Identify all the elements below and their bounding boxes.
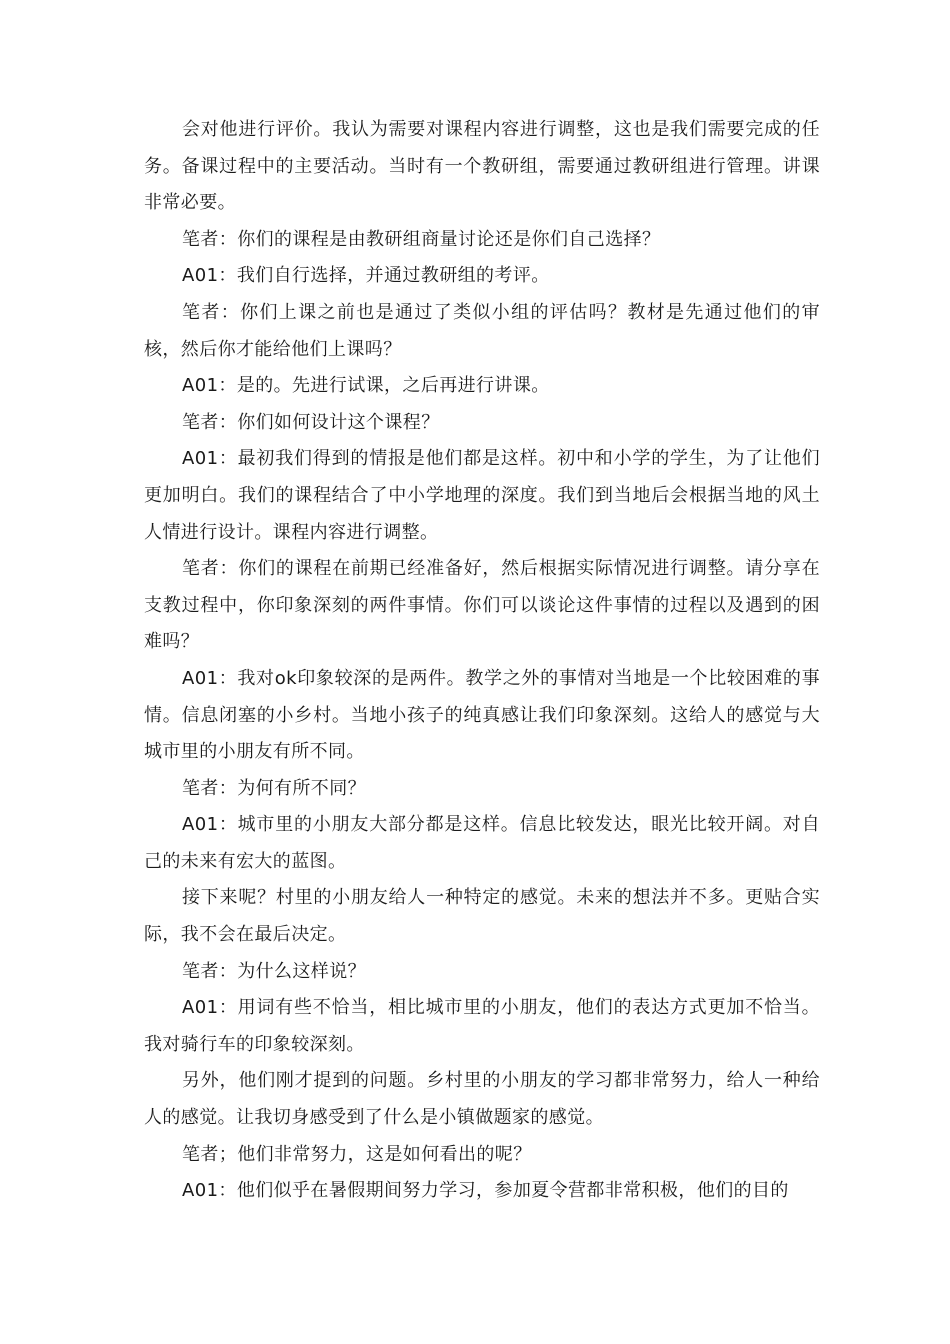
paragraph: A01：他们似乎在暑假期间努力学习，参加夏令营都非常积极，他们的目的	[182, 1180, 789, 1202]
document-body	[144, 112, 820, 1210]
paragraph: A01：最初我们得到的情报是他们都是这样。初中和小学的学生，为了让他们更加明白。我们的课程结合了中小学地理的深度。我们到当地后会根据当地的风土人情进行设计。课程内容进行调整。	[144, 448, 820, 543]
paragraph: A01：是的。先进行试课，之后再进行讲课。	[182, 375, 550, 397]
paragraph: A01：我们自行选择，并通过教研组的考评。	[182, 265, 550, 287]
paragraph: 笔者；他们非常努力，这是如何看出的呢？	[182, 1143, 532, 1165]
paragraph: 笔者：你们的课程在前期已经准备好，然后根据实际情况进行调整。请分享在支教过程中，你印象深刻的两件事情。你们可以谈论这件事情的过程以及遇到的困难吗？	[144, 558, 820, 653]
paragraph: A01：用词有些不恰当，相比城市里的小朋友，他们的表达方式更加不恰当。我对骑行车的印象较深刻。	[144, 997, 820, 1055]
paragraph: 另外，他们刚才提到的问题。乡村里的小朋友的学习都非常努力，给人一种给人的感觉。让我切身感受到了什么是小镇做题家的感觉。	[144, 1070, 820, 1129]
paragraph: 会对他进行评价。我认为需要对课程内容进行调整，这也是我们需要完成的任务。备课过程中的主要活动。当时有一个教研组，需要通过教研组进行管理。讲课非常必要。	[144, 119, 820, 214]
paragraph: 接下来呢？村里的小朋友给人一种特定的感觉。未来的想法并不多。更贴合实际，我不会在最后决定。	[144, 887, 820, 946]
paragraph: A01：我对ok印象较深的是两件。教学之外的事情对当地是一个比较困难的事情。信息闭塞的小乡村。当地小孩子的纯真感让我们印象深刻。这给人的感觉与大城市里的小朋友有所不同。	[144, 667, 820, 763]
paragraph: 笔者：你们的课程是由教研组商量讨论还是你们自己选择？	[182, 228, 661, 250]
paragraph: 笔者：为何有所不同？	[182, 777, 366, 799]
paragraph: 笔者：你们如何设计这个课程？	[182, 411, 440, 433]
paragraph: 笔者：为什么这样说？	[182, 960, 366, 982]
paragraph: A01：城市里的小朋友大部分都是这样。信息比较发达，眼光比较开阔。对自己的未来有宏大的蓝图。	[144, 814, 820, 872]
paragraph: 笔者：你们上课之前也是通过了类似小组的评估吗？教材是先通过他们的审核，然后你才能给他们上课吗？	[144, 301, 820, 360]
